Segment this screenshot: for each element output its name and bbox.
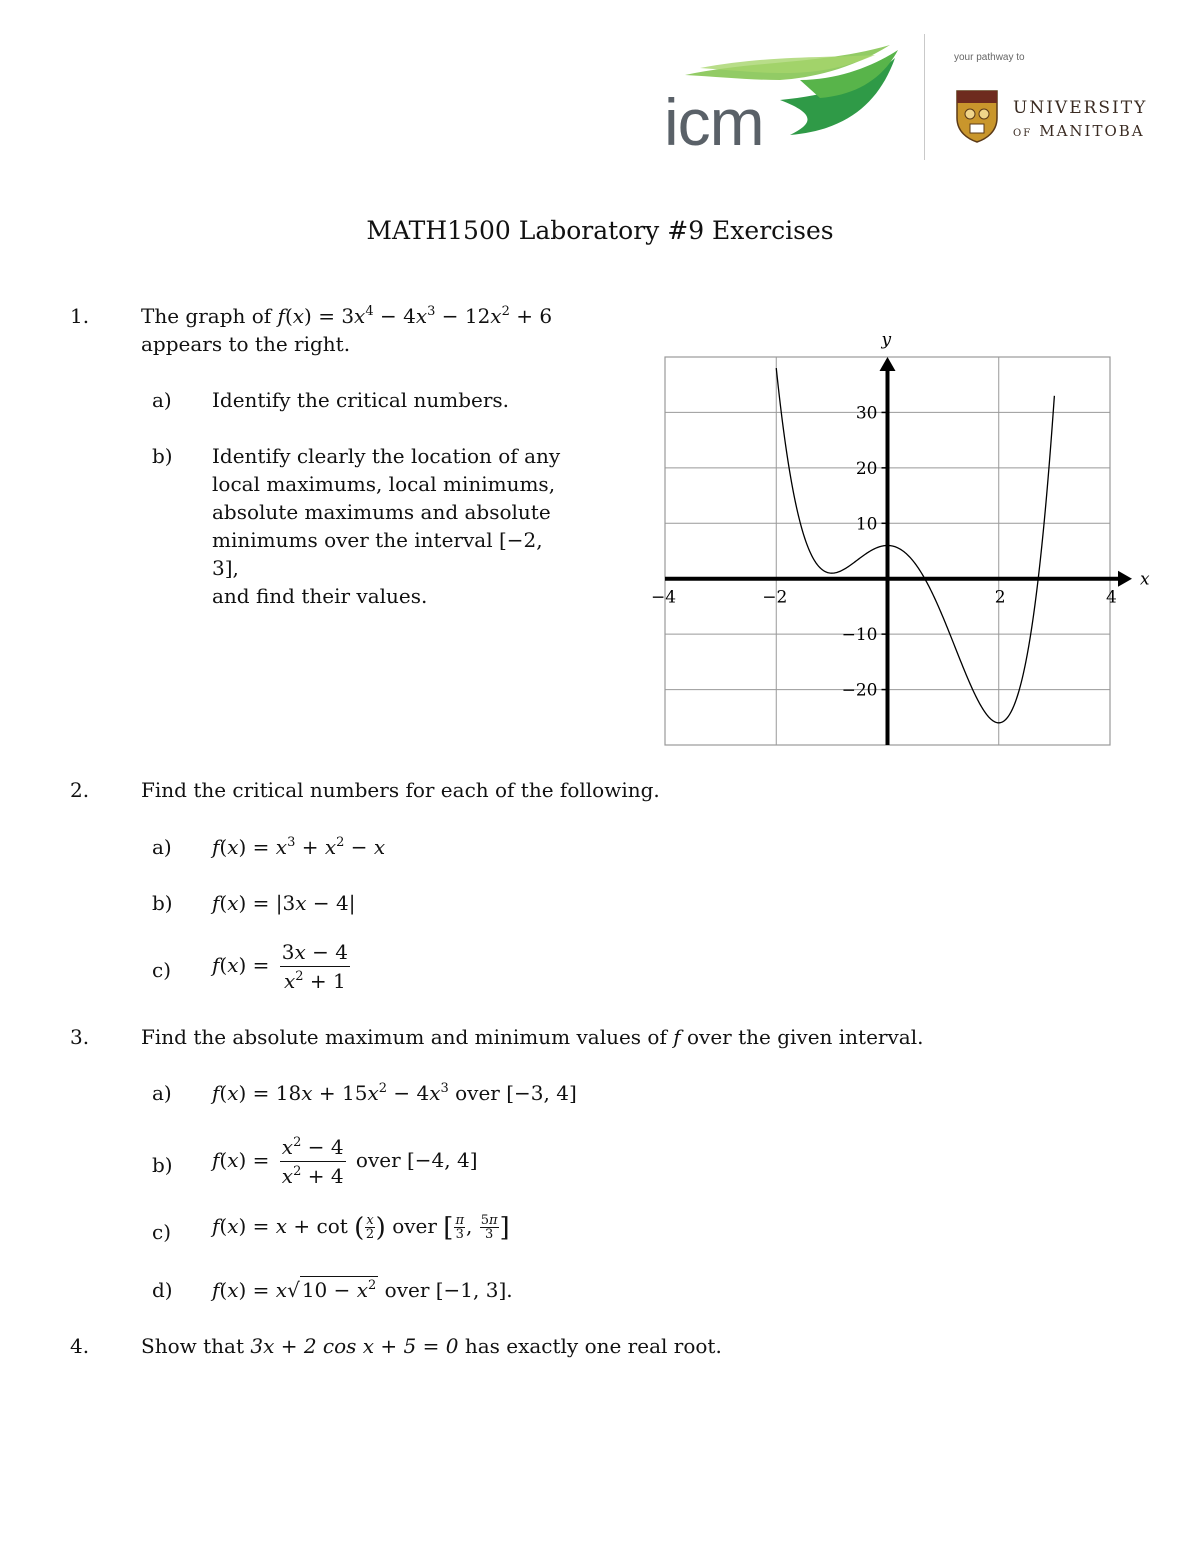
y-tick-label: −20 [841, 680, 878, 701]
series-line-fx [776, 368, 1054, 723]
q3-f-symbol: f [673, 1025, 681, 1049]
q3-c-label: c) [152, 1220, 172, 1244]
logo-divider [924, 34, 925, 160]
q2-text: Find the critical numbers for each of the following. [141, 778, 660, 802]
university-name-line1: UNIVERSITY [1013, 98, 1148, 118]
q2-b-label: b) [152, 891, 173, 915]
q2-c-function: f(x) = $\frac{3x - 4}{x^2 + 1}$ [212, 940, 348, 993]
q2-a-label: a) [152, 835, 172, 859]
x-tick-label: 2 [994, 587, 1006, 608]
y-tick-label: 20 [855, 458, 878, 479]
x-tick-label: −4 [651, 587, 677, 608]
q3-b-interval: over [−4, 4] [355, 1148, 478, 1172]
q1-intro-prefix: The graph of [141, 304, 272, 328]
q2-number: 2. [70, 778, 90, 802]
q1-a-text: Identify the critical numbers. [212, 388, 510, 412]
q4-text-suffix: has exactly one real root. [464, 1334, 722, 1358]
q1-b-line: local maximums, local minimums, [212, 472, 556, 496]
q3-number: 3. [70, 1025, 90, 1049]
q3-text-suffix: over the given interval. [687, 1025, 924, 1049]
x-axis-arrow-icon [1118, 571, 1132, 587]
y-tick-label: 30 [855, 403, 878, 424]
q3-a-interval: over [−3, 4] [455, 1081, 577, 1105]
q1-b-line: and find their values. [212, 584, 428, 608]
q3-b-function: f(x) = $\frac{x^2 - 4}{x^2 + 4}$ over [−4, 4] [212, 1135, 478, 1188]
q1-intro-suffix: appears to the right. [141, 332, 351, 356]
q1-b-text [212, 442, 572, 610]
q1-intro [141, 302, 552, 358]
x-axis-label: x [1140, 569, 1150, 590]
q1-b-label: b) [152, 444, 173, 468]
q4-equation: 3x + 2 cos x + 5 = 0 [250, 1334, 459, 1358]
q3-c-function: f(x) = x + cot ( $\frac{x}{2}$ ) over [ $\frac{\pi}{3}$ , $\frac{5\pi}{3}$ ] [212, 1213, 510, 1243]
y-tick-label: 10 [855, 514, 878, 535]
icm-logo-text: icm [664, 85, 764, 159]
icm-logo [660, 40, 910, 160]
q3-a-label: a) [152, 1081, 172, 1105]
q2-a-function: $f(x) = x^3 + x^2 - x$ [212, 835, 386, 859]
q2-b-function: f(x) = |3x − 4| [212, 891, 356, 915]
q3-d-label: d) [152, 1278, 173, 1302]
q2-c-label: c) [152, 958, 172, 982]
university-crest-icon [954, 88, 1000, 144]
y-axis-arrow-icon [880, 357, 896, 371]
university-manitoba: MANITOBA [1039, 122, 1145, 140]
q4-text-prefix: Show that [141, 1334, 244, 1358]
q4-number: 4. [70, 1334, 90, 1358]
q1-number: 1. [70, 304, 90, 328]
q3-b-label: b) [152, 1153, 173, 1177]
q3-d-function: f(x) = x√ $10 - x^2$ over [−1, 3]. [212, 1278, 513, 1302]
q1-a-label: a) [152, 388, 172, 412]
q3-c-over: over [392, 1214, 437, 1238]
q1-b-line: Identify clearly the location of any [212, 444, 561, 468]
function-graph [640, 325, 1150, 755]
q4-text [141, 1332, 722, 1360]
q3-a-function: $f(x) = 18x + 15x^2 - 4x^3$ over [−3, 4] [212, 1081, 577, 1105]
page-title: MATH1500 Laboratory #9 Exercises [366, 216, 834, 245]
y-tick-label: −10 [841, 625, 878, 646]
y-axis-label: y [881, 330, 892, 350]
x-tick-label: −2 [762, 587, 788, 608]
university-name-line2 [1013, 121, 1145, 140]
x-tick-label: 4 [1106, 587, 1117, 608]
q3-text [141, 1023, 923, 1051]
q1-b-line: absolute maximums and absolute [212, 500, 551, 524]
university-of: OF [1013, 128, 1033, 139]
q3-d-interval: over [−1, 3]. [384, 1278, 513, 1302]
tagline: your pathway to [954, 52, 1025, 63]
q1-b-line: minimums over the interval [−2, 3], [212, 528, 543, 580]
q1-function: $f(x) = 3x^4 - 4x^3 - 12x^2 + 6$ [277, 304, 553, 328]
q3-text-prefix: Find the absolute maximum and minimum values of [141, 1025, 667, 1049]
